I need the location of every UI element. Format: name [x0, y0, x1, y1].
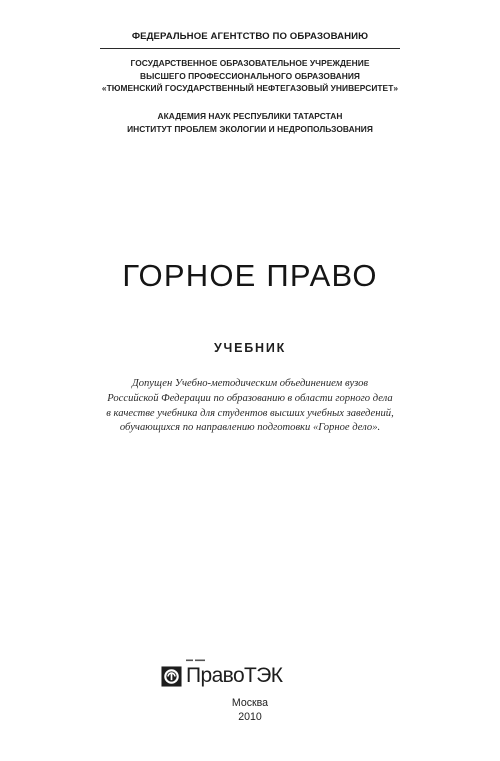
publication-year: 2010	[238, 711, 262, 723]
academy-line: ИНСТИТУТ ПРОБЛЕМ ЭКОЛОГИИ И НЕДРОПОЛЬЗОВАНИЯ	[127, 123, 373, 134]
academy-line: АКАДЕМИЯ НАУК РЕСПУБЛИКИ ТАТАРСТАН	[157, 111, 343, 121]
approval-line: обучающихся по направлению подготовки «Горное дело».	[119, 422, 381, 434]
publisher-logo-icon	[161, 666, 182, 687]
book-title: ГОРНОЕ ПРАВО	[122, 258, 378, 293]
header-divider	[100, 48, 400, 49]
publication-city: Москва	[231, 697, 269, 709]
university-line: «ТЮМЕНСКИЙ ГОСУДАРСТВЕННЫЙ НЕФТЕГАЗОВЫЙ УНИВЕРСИТЕТ»	[101, 83, 399, 93]
academy-block	[0, 110, 500, 135]
approval-statement	[0, 377, 500, 436]
university-line: ГОСУДАРСТВЕННОЕ ОБРАЗОВАТЕЛЬНОЕ УЧРЕЖДЕНИЕ	[130, 58, 370, 68]
university-block	[0, 57, 500, 95]
approval-line: в качестве учебника для студентов высших учебных заведений,	[106, 407, 394, 419]
publisher-name: ПравоТЭК	[186, 664, 283, 687]
university-line: ВЫСШЕГО ПРОФЕССИОНАЛЬНОГО ОБРАЗОВАНИЯ	[140, 70, 360, 81]
approval-line: Допущен Учебно-методическим объединением вузов	[131, 378, 369, 389]
publisher-caption-mark	[186, 658, 226, 663]
book-type: УЧЕБНИК	[213, 341, 287, 355]
approval-line: Российской Федерации по образованию в области горного дела	[107, 392, 393, 404]
publisher-logo	[160, 662, 340, 692]
agency-name: ФЕДЕРАЛЬНОЕ АГЕНТСТВО ПО ОБРАЗОВАНИЮ	[131, 31, 369, 42]
